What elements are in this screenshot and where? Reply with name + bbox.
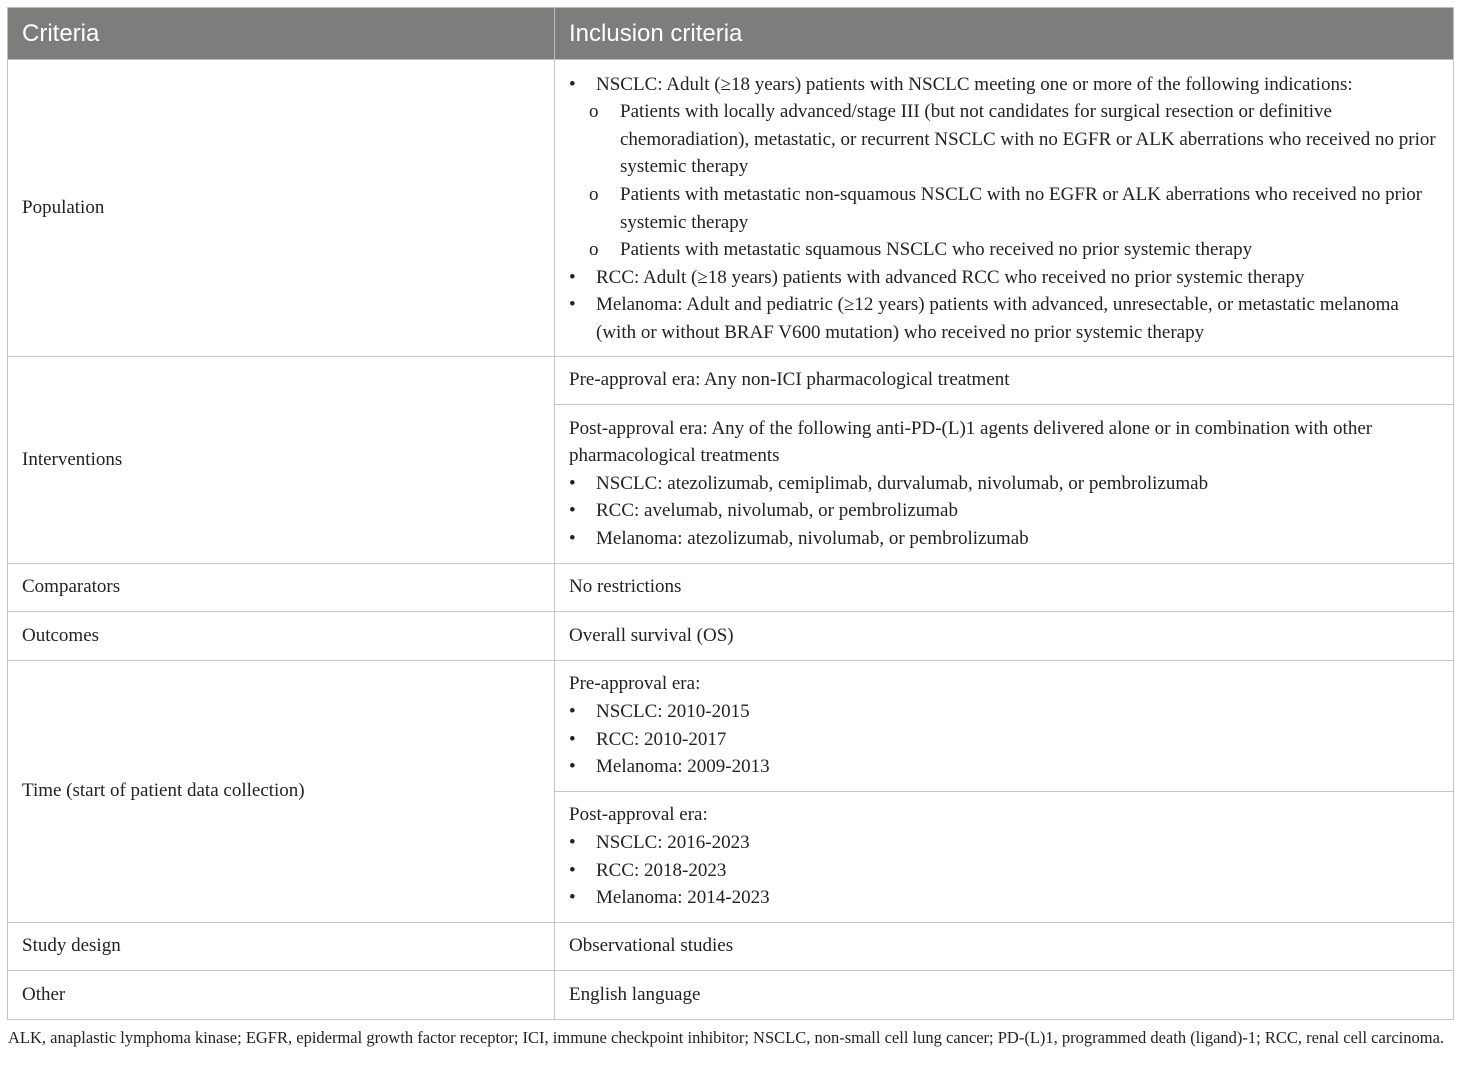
time-pre-title: Pre-approval era: xyxy=(569,673,701,695)
outcomes-label: Outcomes xyxy=(8,612,555,661)
population-sub-item-1: o Patients with locally advanced/stage III (but not candidates for surgical resection or definitive chemoradiation), metastatic, or recurrent NSCLC with no EGFR or ALK aberrations who received no prior systemic therapy xyxy=(569,98,1439,181)
interventions-post-intro: Post-approval era: Any of the following anti-PD-(L)1 agents delivered alone or in combination with other pharmacological treatments xyxy=(569,417,1373,467)
table-footnote: ALK, anaplastic lymphoma kinase; EGFR, epidermal growth factor receptor; ICI, immune checkpoint inhibitor; NSCLC, non-small cell lung cancer; PD-(L)1, programmed death (ligand)-1; RCC, renal cell carcinoma. xyxy=(8,1028,1445,1047)
interventions-post-item-nsclc: • NSCLC: atezolizumab, cemiplimab, durvalumab, nivolumab, or pembrolizumab xyxy=(569,470,1439,498)
time-post-item-melanoma: • Melanoma: 2014-2023 xyxy=(569,884,1439,912)
population-item-melanoma: • Melanoma: Adult and pediatric (≥12 years) patients with advanced, unresectable, or metastatic melanoma (with or without BRAF V600 mutation) who received no prior systemic therapy xyxy=(569,291,1439,346)
time-post-item-rcc: • RCC: 2018-2023 xyxy=(569,857,1439,885)
population-criteria xyxy=(555,60,1454,357)
time-pre-approval xyxy=(555,661,1454,792)
population-sub-item-3: o Patients with metastatic squamous NSCLC who received no prior systemic therapy xyxy=(569,236,1439,264)
table-header-row xyxy=(8,8,1454,60)
table-row-comparators xyxy=(8,564,1454,612)
table-row-study-design xyxy=(8,923,1454,971)
table-row-interventions-pre xyxy=(8,357,1454,405)
inclusion-criteria-table-wrapper xyxy=(7,7,1453,1020)
interventions-label: Interventions xyxy=(8,357,555,564)
time-label: Time (start of patient data collection) xyxy=(8,661,555,923)
interventions-pre-approval: Pre-approval era: Any non-ICI pharmacological treatment xyxy=(555,357,1454,405)
other-label: Other xyxy=(8,971,555,1020)
time-post-approval xyxy=(555,792,1454,923)
inclusion-criteria-table xyxy=(7,7,1454,1020)
comparators-value: No restrictions xyxy=(555,564,1454,612)
comparators-label: Comparators xyxy=(8,564,555,612)
time-post-item-nsclc: • NSCLC: 2016-2023 xyxy=(569,829,1439,857)
table-row-time-pre xyxy=(8,661,1454,792)
interventions-post-approval xyxy=(555,405,1454,564)
population-item-rcc: • RCC: Adult (≥18 years) patients with advanced RCC who received no prior systemic therapy xyxy=(569,264,1439,292)
time-pre-item-nsclc: • NSCLC: 2010-2015 xyxy=(569,698,1439,726)
study-design-label: Study design xyxy=(8,923,555,971)
interventions-post-item-melanoma: • Melanoma: atezolizumab, nivolumab, or pembrolizumab xyxy=(569,525,1439,553)
population-label: Population xyxy=(8,60,555,357)
population-item-nsclc: • NSCLC: Adult (≥18 years) patients with NSCLC meeting one or more of the following indications: xyxy=(569,71,1439,99)
time-post-title: Post-approval era: xyxy=(569,804,708,826)
header-criteria: Criteria xyxy=(8,8,555,60)
header-inclusion-criteria: Inclusion criteria xyxy=(555,8,1454,60)
outcomes-value: Overall survival (OS) xyxy=(555,612,1454,661)
time-pre-item-melanoma: • Melanoma: 2009-2013 xyxy=(569,753,1439,781)
other-value: English language xyxy=(555,971,1454,1020)
interventions-post-item-rcc: • RCC: avelumab, nivolumab, or pembrolizumab xyxy=(569,497,1439,525)
population-sub-item-2: o Patients with metastatic non-squamous NSCLC with no EGFR or ALK aberrations who received no prior systemic therapy xyxy=(569,181,1439,236)
study-design-value: Observational studies xyxy=(555,923,1454,971)
table-row-population xyxy=(8,60,1454,357)
table-row-outcomes xyxy=(8,612,1454,661)
time-pre-item-rcc: • RCC: 2010-2017 xyxy=(569,726,1439,754)
table-row-other xyxy=(8,971,1454,1020)
